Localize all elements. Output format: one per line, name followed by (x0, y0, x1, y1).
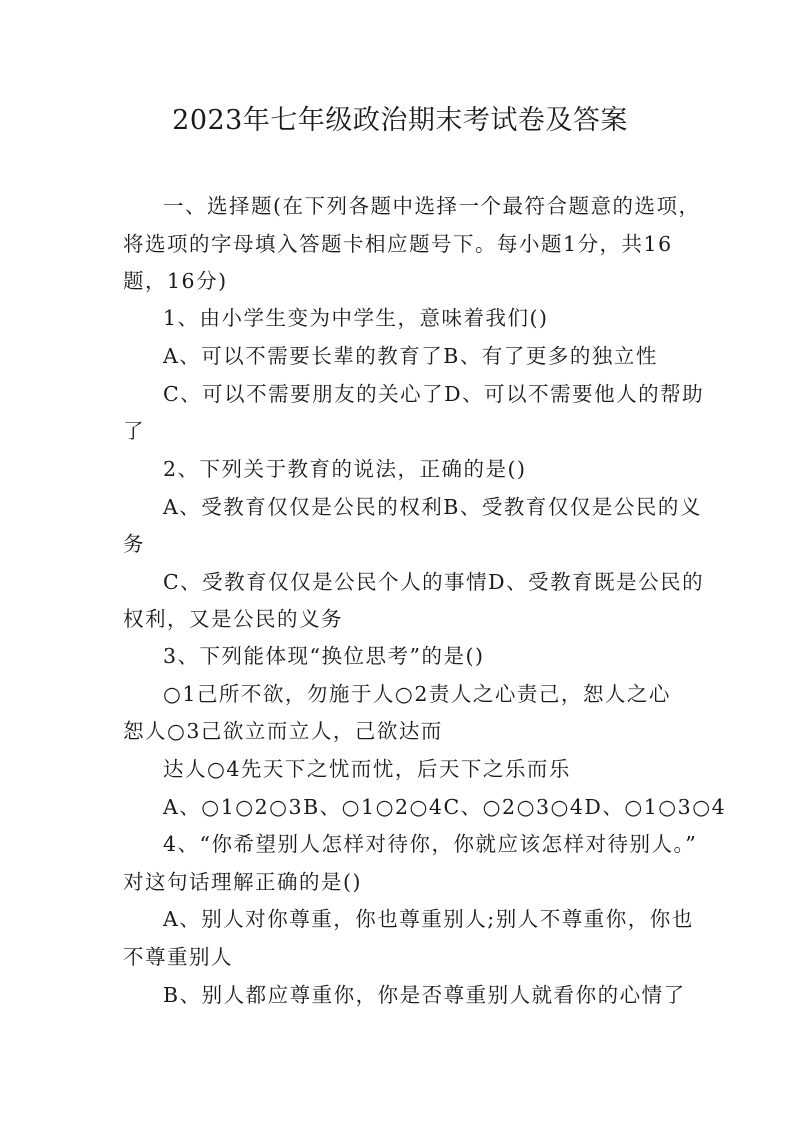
question-2-options-ab-wrap: 务 (123, 532, 145, 556)
section-heading-line: 题，16分) (123, 269, 228, 293)
question-2-options-cd: C、受教育仅仅是公民个人的事情D、受教育既是公民的 (163, 570, 705, 594)
question-4-stem-wrap: 对这句话理解正确的是() (123, 870, 362, 894)
question-3-options: A、○1○2○3B、○1○2○4C、○2○3○4D、○1○3○4 (163, 795, 727, 819)
question-1-options-cd-wrap: 了 (123, 419, 145, 443)
question-4-option-b: B、别人都应尊重你，你是否尊重别人就看你的心情了 (163, 983, 686, 1007)
question-1-stem: 1、由小学生变为中学生，意味着我们() (163, 306, 549, 330)
section-heading-line: 将选项的字母填入答题卡相应题号下。每小题1分，共16 (123, 232, 673, 256)
question-1-options-cd: C、可以不需要朋友的关心了D、可以不需要他人的帮助 (163, 382, 705, 406)
question-4-option-a: A、别人对你尊重，你也尊重别人;别人不尊重你，你也 (163, 907, 694, 931)
question-2-options-cd-wrap: 权利，又是公民的义务 (123, 607, 343, 631)
question-3-statements-wrap: 恕人○3己欲立而立人，己欲达而 (123, 719, 443, 743)
question-3-statements: ○1己所不欲，勿施于人○2责人之心责己，恕人之心 (163, 682, 671, 706)
document-title: 2023年七年级政治期末考试卷及答案 (172, 105, 628, 136)
question-3-statements-cont: 达人○4先天下之忧而忧，后天下之乐而乐 (163, 757, 571, 781)
question-4-stem: 4、“你希望别人怎样对待你，你就应该怎样对待别人。” (163, 832, 698, 856)
question-1-options-ab: A、可以不需要长辈的教育了B、有了更多的独立性 (163, 344, 658, 368)
section-heading-line: 一、选择题(在下列各题中选择一个最符合题意的选项， (163, 194, 701, 218)
question-3-stem: 3、下列能体现“换位思考”的是() (163, 644, 485, 668)
question-4-option-a-wrap: 不尊重别人 (123, 945, 233, 969)
question-2-stem: 2、下列关于教育的说法，正确的是() (163, 457, 527, 481)
question-2-options-ab: A、受教育仅仅是公民的权利B、受教育仅仅是公民的义 (163, 495, 702, 519)
